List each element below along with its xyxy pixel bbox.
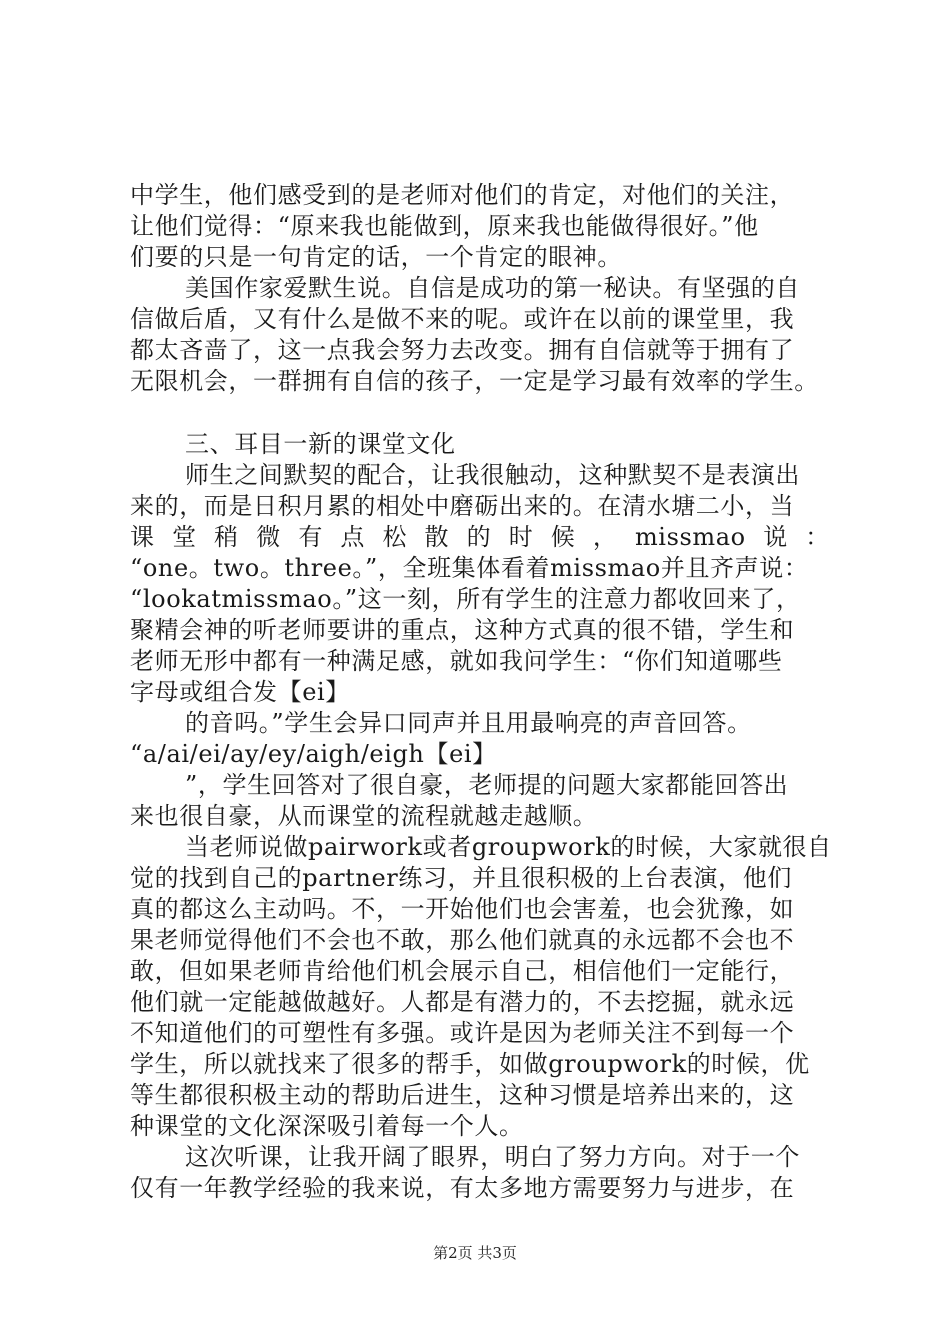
justified-token: ， <box>592 523 618 551</box>
justified-line <box>130 522 830 553</box>
paragraph-start: ”，学生回答对了很自豪，老师提的问题大家都能回答出 <box>185 771 789 799</box>
justified-token: ： <box>805 523 830 551</box>
text-line: 们要的只是一句肯定的话，一个肯定的眼神。 <box>130 243 622 271</box>
text-line: “a/ai/ei/ay/ey/aigh/eigh【ei】 <box>130 740 497 768</box>
text-line: 真的都这么主动吗。不，一开始他们也会害羞，也会犹豫，如 <box>130 895 795 923</box>
text-line: 仅有一年教学经验的我来说，有太多地方需要努力与进步，在 <box>130 1174 795 1202</box>
text-line: 聚精会神的听老师要讲的重点，这种方式真的很不错，学生和 <box>130 616 795 644</box>
section-gap <box>130 397 830 429</box>
text-line: 信做后盾，又有什么是做不来的呢。或许在以前的课堂里，我 <box>130 305 795 333</box>
text-line: 敢，但如果老师肯给他们机会展示自己，相信他们一定能行， <box>130 957 795 985</box>
text-line: 让他们觉得：“原来我也能做到，原来我也能做得很好。”他 <box>130 212 759 240</box>
text-line: “lookatmissmao。”这一刻，所有学生的注意力都收回来了， <box>130 585 801 613</box>
page-number-footer: 第2页 共3页 <box>433 1244 517 1262</box>
text-line: 老师无形中都有一种满足感，就如我问学生：“你们知道哪些 <box>130 647 783 675</box>
paragraph-start: 师生之间默契的配合，让我很触动，这种默契不是表演出 <box>185 461 800 489</box>
justified-token: missmao <box>634 523 746 551</box>
text-line: “one。two。three。”，全班集体看着missmao并且齐声说： <box>130 554 809 582</box>
text-line: 中学生，他们感受到的是老师对他们的肯定，对他们的关注， <box>130 181 795 209</box>
justified-token: 的 <box>466 523 492 551</box>
text-line: 都太吝啬了，这一点我会努力去改变。拥有自信就等于拥有了 <box>130 336 795 364</box>
text-line: 等生都很积极主动的帮助后进生，这种习惯是培养出来的，这 <box>130 1081 795 1109</box>
text-line: 来的，而是日积月累的相处中磨砺出来的。在清水塘二小，当 <box>130 492 795 520</box>
paragraph-start: 美国作家爱默生说。自信是成功的第一秘诀。有坚强的自 <box>185 274 800 302</box>
justified-token: 候 <box>550 523 576 551</box>
text-line: 无限机会，一群拥有自信的孩子，一定是学习最有效率的学生。 <box>130 367 819 395</box>
justified-token: 稍 <box>214 523 239 551</box>
justified-token: 说 <box>763 523 788 551</box>
paragraph-start: 的音吗。”学生会异口同声并且用最响亮的声音回答。 <box>185 709 752 737</box>
text-line: 种课堂的文化深深吸引着每一个人。 <box>130 1112 524 1140</box>
justified-token: 堂 <box>172 523 197 551</box>
text-line: 不知道他们的可塑性有多强。或许是因为老师关注不到每一个 <box>130 1019 795 1047</box>
paragraph-start: 这次听课，让我开阔了眼界，明白了努力方向。对于一个 <box>185 1143 800 1171</box>
paragraph-start: 当老师说做pairwork或者groupwork的时候，大家就很自 <box>185 833 832 861</box>
justified-token: 有 <box>298 523 323 551</box>
text-line: 觉的找到自己的partner练习，并且很积极的上台表演，他们 <box>130 864 792 892</box>
justified-token: 课 <box>130 523 155 551</box>
text-line: 果老师觉得他们不会也不敢，那么他们就真的永远都不会也不 <box>130 926 795 954</box>
text-line: 字母或组合发【ei】 <box>130 678 350 706</box>
section-heading: 三、耳目一新的课堂文化 <box>185 430 456 458</box>
text-line: 来也很自豪，从而课堂的流程就越走越顺。 <box>130 802 598 830</box>
text-line: 学生，所以就找来了很多的帮手，如做groupwork的时候，优 <box>130 1050 810 1078</box>
document-body <box>130 180 830 1204</box>
justified-token: 松 <box>382 523 408 551</box>
text-line: 他们就一定能越做越好。人都是有潜力的，不去挖掘，就永远 <box>130 988 795 1016</box>
justified-token: 点 <box>340 523 365 551</box>
justified-token: 时 <box>508 523 534 551</box>
justified-token: 微 <box>256 523 281 551</box>
justified-token: 散 <box>424 523 450 551</box>
